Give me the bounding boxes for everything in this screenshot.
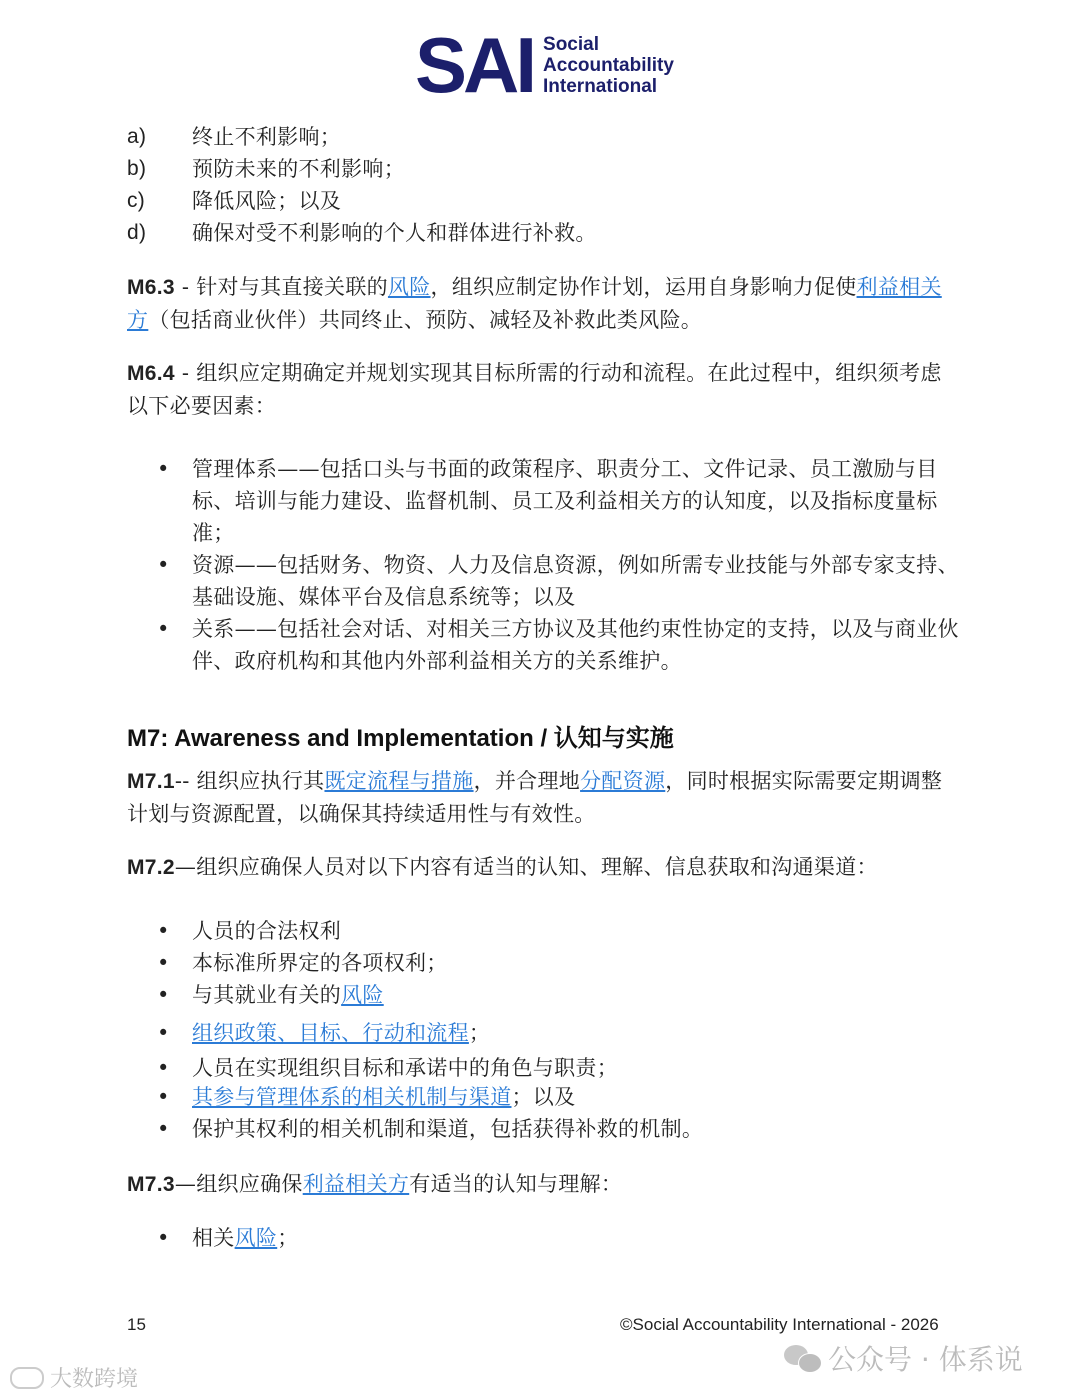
text: 相关: [192, 1226, 235, 1250]
list-item: [127, 915, 959, 947]
clause-label: M6.4: [127, 362, 175, 385]
link-resources[interactable]: 分配资源: [580, 769, 666, 793]
text: - 针对与其直接关联的: [174, 275, 388, 299]
list-item: [127, 1052, 959, 1084]
list-item: [127, 1017, 959, 1049]
text: （包括商业伙伴）共同终止、预防、减轻及补救此类风险。: [148, 308, 703, 332]
list-item: [127, 947, 959, 979]
section-heading-m7: M7: Awareness and Implementation / 认知与实施: [127, 725, 674, 752]
paragraph-m6-3: [127, 271, 959, 336]
list-text: 确保对受不利影响的个人和群体进行补救。: [192, 221, 597, 245]
link-risk[interactable]: 风险: [234, 1226, 278, 1250]
logo-line: Social: [543, 33, 600, 55]
wechat-icon: [784, 1343, 820, 1373]
list-item: [127, 979, 959, 1011]
page-number: 15: [127, 1315, 146, 1334]
paragraph-m6-4: [127, 357, 959, 422]
watermark-text: 公众号 · 体系说: [828, 1343, 1023, 1376]
text: 人员在实现组织目标和承诺中的角色与职责；: [192, 1056, 618, 1080]
text: ，同时根据实际需要定期调整计划与资源配置，以确保其持续适用性与有效性。: [127, 769, 943, 826]
text: ；以及: [511, 1085, 576, 1109]
text: ，组织应制定协作计划，运用自身影响力促使: [430, 275, 857, 299]
text: 有适当的认知与理解：: [409, 1172, 623, 1196]
text: 本标准所界定的各项权利；: [192, 951, 448, 975]
link-risk[interactable]: 风险: [387, 275, 431, 299]
list-item: [127, 153, 959, 185]
list-marker: d): [127, 221, 147, 244]
watermark-text: 大数跨境: [50, 1367, 139, 1392]
link-processes[interactable]: 既定流程与措施: [324, 769, 474, 793]
list-item: • 关系——包括社会对话、对相关三方协议及其他约束性协定的支持，以及与商业伙伴、政府机构和其他内外部利益相关方的关系维护。: [127, 613, 959, 677]
list-marker: b): [127, 157, 147, 180]
link-risk[interactable]: 风险: [341, 983, 384, 1007]
list-item: [127, 121, 959, 153]
list-item: [127, 217, 959, 249]
logo-text: [543, 34, 674, 97]
list-text: 终止不利影响；: [192, 125, 342, 149]
footer-copyright: ©Social Accountability International - 2026: [620, 1315, 939, 1334]
list-text: 降低风险；以及: [192, 189, 342, 213]
list-item: [127, 185, 959, 217]
clause-label: M7.3: [127, 1173, 175, 1196]
text: - 组织应定期确定并规划实现其目标所需的行动和流程。在此过程中，组织须考虑以下必要因素：: [127, 361, 942, 418]
clause-label: M6.3: [127, 276, 175, 299]
ordered-list: [127, 121, 959, 249]
logo-line: International: [543, 75, 658, 97]
text: —组织应确保人员对以下内容有适当的认知、理解、信息获取和沟通渠道：: [174, 855, 878, 879]
text: 人员的合法权利: [192, 919, 342, 943]
bullet-list-m7-2: [127, 915, 959, 1145]
paragraph-m7-3: [127, 1168, 959, 1201]
list-item: • 管理体系——包括口头与书面的政策程序、职责分工、文件记录、员工激励与目标、培训与能力建设、监督机制、员工及利益相关方的认知度，以及指标度量标准；: [127, 453, 959, 549]
text: ；: [277, 1226, 299, 1250]
logo-line: Accountability: [543, 54, 674, 76]
clause-label: M7.1: [127, 770, 175, 793]
list-item: [127, 1222, 959, 1254]
sai-logo: [415, 21, 674, 109]
brand-logo-icon: [10, 1367, 44, 1389]
text: —组织应确保: [174, 1172, 303, 1196]
link-stakeholders[interactable]: 利益相关方: [302, 1172, 410, 1196]
list-marker: c): [127, 189, 146, 212]
list-item: [127, 1113, 959, 1145]
watermark-left: [10, 1362, 138, 1393]
bullet-list-m7-3: [127, 1222, 959, 1254]
link-mechanisms[interactable]: 其参与管理体系的相关机制与渠道: [192, 1085, 512, 1109]
bullet-list-m6-4: [127, 453, 959, 677]
watermark-right: [784, 1338, 1023, 1378]
link-stakeholders[interactable]: 利益相关方: [127, 275, 942, 332]
list-text: 预防未来的不利影响；: [192, 157, 405, 181]
text: -- 组织应执行其: [174, 769, 325, 793]
text: 保护其权利的相关机制和渠道，包括获得补救的机制。: [192, 1117, 704, 1141]
list-item: [127, 1081, 959, 1113]
list-item: • 资源——包括财务、物资、人力及信息资源，例如所需专业技能与外部专家支持、基础设施、媒体平台及信息系统等；以及: [127, 549, 959, 613]
text: ，并合理地: [473, 769, 581, 793]
paragraph-m7-1: [127, 765, 959, 830]
list-marker: a): [127, 125, 147, 148]
text: 与其就业有关的: [192, 983, 342, 1007]
paragraph-m7-2: [127, 851, 959, 884]
link-policies[interactable]: 组织政策、目标、行动和流程: [192, 1021, 469, 1045]
clause-label: M7.2: [127, 856, 175, 879]
logo-mark: SAI: [415, 21, 534, 109]
text: ；: [468, 1021, 491, 1045]
